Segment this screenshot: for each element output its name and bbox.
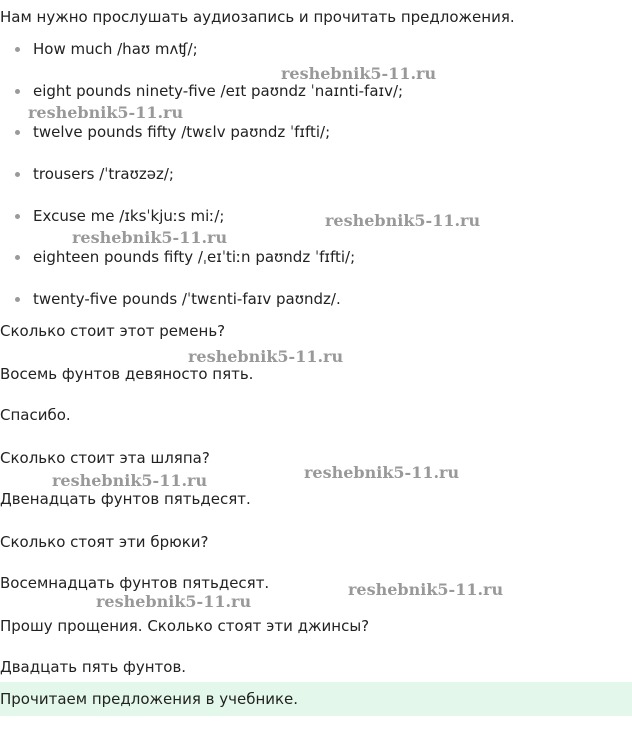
- watermark: reshebnik5-11.ru: [304, 463, 460, 482]
- dialogue-line: Сколько стоит эта шляпа?: [0, 449, 210, 467]
- dialogue-line: Спасибо.: [0, 406, 71, 424]
- list-item-text: How much /haʊ mʌʧ/;: [33, 40, 198, 58]
- list-item-text: eight pounds ninety-five /eɪt paʊndz ˈnaɪnti-faɪv/;: [33, 82, 404, 100]
- list-item-text: twelve pounds fifty /twɛlv paʊndz ˈfɪfti/;: [33, 123, 331, 141]
- bullet-icon: [15, 172, 20, 177]
- bullet-icon: [15, 89, 20, 94]
- dialogue-line: Восемь фунтов девяносто пять.: [0, 365, 254, 383]
- watermark: reshebnik5-11.ru: [72, 228, 228, 247]
- intro-text: Нам нужно прослушать аудиозапись и прочитать предложения.: [0, 8, 515, 26]
- list-item-text: trousers /ˈtraʊzəz/;: [33, 165, 174, 183]
- callout-box: [0, 682, 632, 716]
- dialogue-line: Восемнадцать фунтов пятьдесят.: [0, 574, 270, 592]
- watermark: reshebnik5-11.ru: [52, 471, 208, 490]
- dialogue-line: Сколько стоят эти брюки?: [0, 533, 209, 551]
- bullet-icon: [15, 47, 20, 52]
- dialogue-line: Двенадцать фунтов пятьдесят.: [0, 490, 251, 508]
- watermark: reshebnik5-11.ru: [188, 347, 344, 366]
- dialogue-line: Двадцать пять фунтов.: [0, 658, 187, 676]
- watermark: reshebnik5-11.ru: [325, 211, 481, 230]
- watermark: reshebnik5-11.ru: [348, 580, 504, 599]
- bullet-icon: [15, 214, 20, 219]
- dialogue-line: Прошу прощения. Сколько стоят эти джинсы?: [0, 617, 370, 635]
- watermark: reshebnik5-11.ru: [28, 103, 184, 122]
- bullet-icon: [15, 297, 20, 302]
- list-item-text: twenty-five pounds /ˈtwɛnti-faɪv paʊndz/.: [33, 290, 341, 308]
- watermark: reshebnik5-11.ru: [281, 64, 437, 83]
- list-item-text: eighteen pounds fifty /ˌeɪˈtiːn paʊndz ˈfɪfti/;: [33, 248, 356, 266]
- bullet-icon: [15, 255, 20, 260]
- list-item-text: Excuse me /ɪksˈkjuːs miː/;: [33, 207, 225, 225]
- bullet-icon: [15, 130, 20, 135]
- callout-text: Прочитаем предложения в учебнике.: [0, 690, 299, 708]
- dialogue-line: Сколько стоит этот ремень?: [0, 322, 226, 340]
- watermark: reshebnik5-11.ru: [96, 592, 252, 611]
